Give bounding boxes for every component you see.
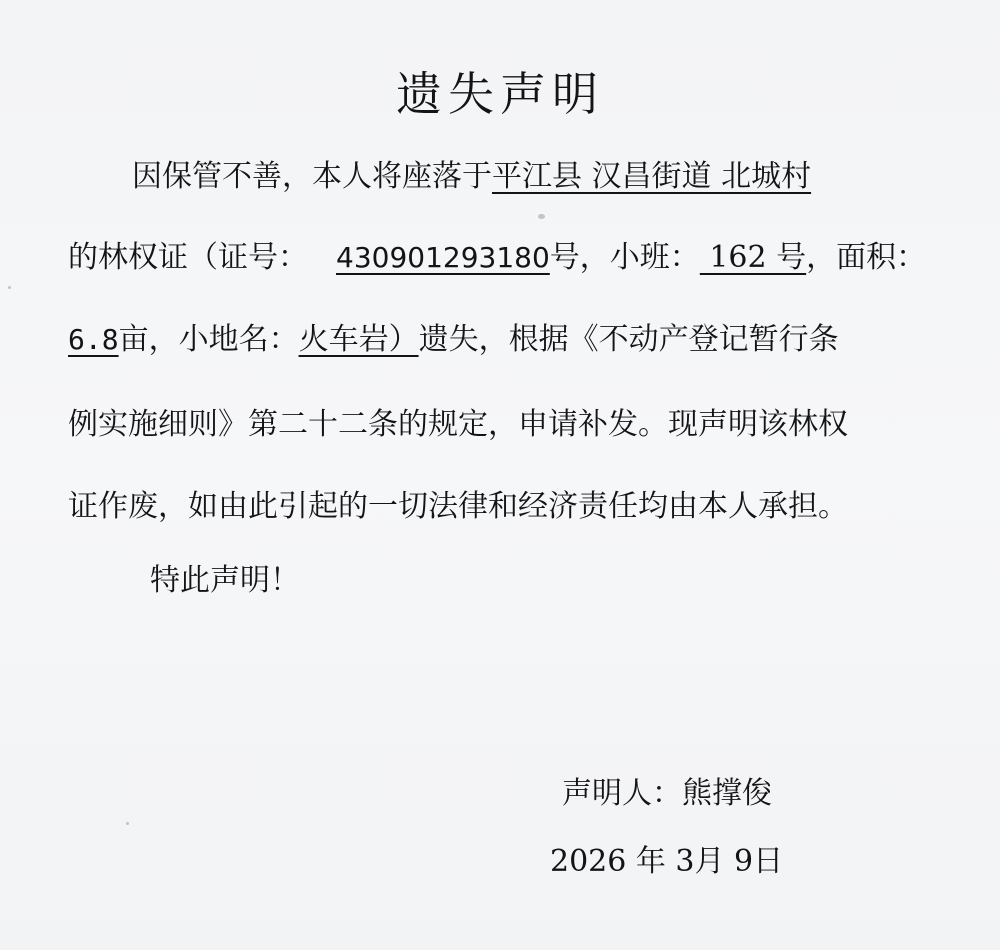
line3-text-a: 亩，小地名：	[118, 322, 299, 357]
signature-date: 2026 年 3月 9日	[550, 844, 784, 879]
paragraph-line-2	[68, 238, 926, 278]
place-name-value: 火车岩）	[298, 322, 419, 357]
area-value: 6.8	[68, 323, 119, 356]
plot-number-value: 162 号	[699, 240, 807, 275]
paper-speck	[126, 822, 129, 825]
line2-text-a: 的林权证（证号：	[68, 240, 308, 275]
location-value: 平江县 汉昌街道 北城村	[492, 159, 812, 194]
page-title: 遗失声明	[396, 67, 604, 121]
line2-text-b: 号，小班：	[549, 240, 700, 275]
line3-text-b: 遗失，根据《不动产登记暂行条	[418, 322, 839, 357]
paper-speck	[538, 214, 545, 219]
line2-text-c: ，面积：	[806, 240, 927, 275]
cert-number-value: 430901293180	[336, 241, 550, 274]
paragraph-line-1	[132, 157, 811, 197]
line1-text: 因保管不善，本人将座落于	[132, 159, 492, 194]
paragraph-line-3	[68, 320, 839, 360]
paper-speck	[8, 286, 11, 289]
paragraph-line-4: 例实施细则》第二十二条的规定，申请补发。现声明该林权	[68, 407, 848, 442]
closing-statement: 特此声明！	[150, 563, 300, 598]
declarant-signature: 声明人：熊撑俊	[562, 776, 772, 811]
paragraph-line-5: 证作废，如由此引起的一切法律和经济责任均由本人承担。	[68, 489, 848, 524]
